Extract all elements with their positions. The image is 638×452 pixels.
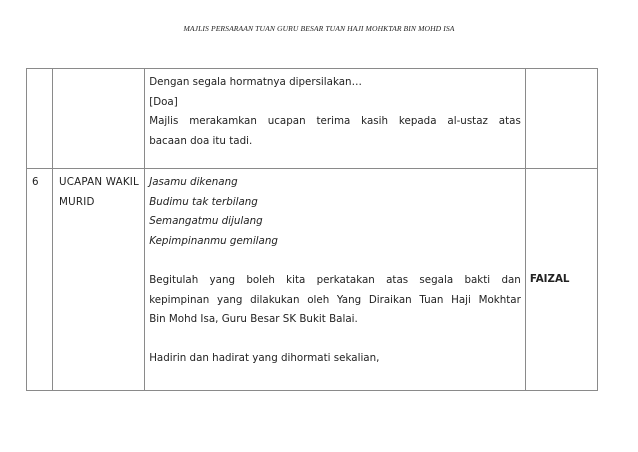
table-row-continued xyxy=(27,69,598,169)
desc-line: Dengan segala hormatnya dipersilakan… xyxy=(149,76,362,88)
para-line: Begitulah yang boleh kita perkatakan atas segala bakti dan xyxy=(149,273,521,286)
page-header: MAJLIS PERSARAAN TUAN GURU BESAR TUAN HAJI MOHKTAR BIN MOHD ISA xyxy=(183,24,455,33)
description-cell xyxy=(145,169,526,391)
desc-line: bacaan doa itu tadi. xyxy=(149,134,253,147)
item-title-line: UCAPAN WAKIL xyxy=(59,176,139,188)
person-name: FAIZAL xyxy=(529,273,570,285)
person-cell xyxy=(525,69,597,169)
desc-line: [Doa] xyxy=(149,95,178,108)
person-cell xyxy=(525,169,597,391)
poem-line: Budimu tak terbilang xyxy=(149,195,258,208)
table-row-6 xyxy=(27,169,598,391)
program-table xyxy=(26,68,598,391)
no-cell xyxy=(27,169,53,391)
description-cell xyxy=(145,69,526,169)
poem-line: Semangatmu dijulang xyxy=(149,215,263,228)
item-title-line: MURID xyxy=(59,195,95,208)
row-number: 6 xyxy=(32,176,39,188)
no-cell xyxy=(27,69,53,169)
item-cell xyxy=(53,169,145,391)
item-cell xyxy=(53,69,145,169)
poem-line: Jasamu dikenang xyxy=(149,176,238,188)
desc-line: Majlis merakamkan ucapan terima kasih kepada al-ustaz atas xyxy=(149,115,521,128)
para-line: Bin Mohd Isa, Guru Besar SK Bukit Balai. xyxy=(149,313,358,326)
poem-line: Kepimpinanmu gemilang xyxy=(149,234,278,247)
closing-line: Hadirin dan hadirat yang dihormati sekalian, xyxy=(149,352,380,365)
para-line: kepimpinan yang dilakukan oleh Yang Diraikan Tuan Haji Mokhtar xyxy=(149,293,521,306)
